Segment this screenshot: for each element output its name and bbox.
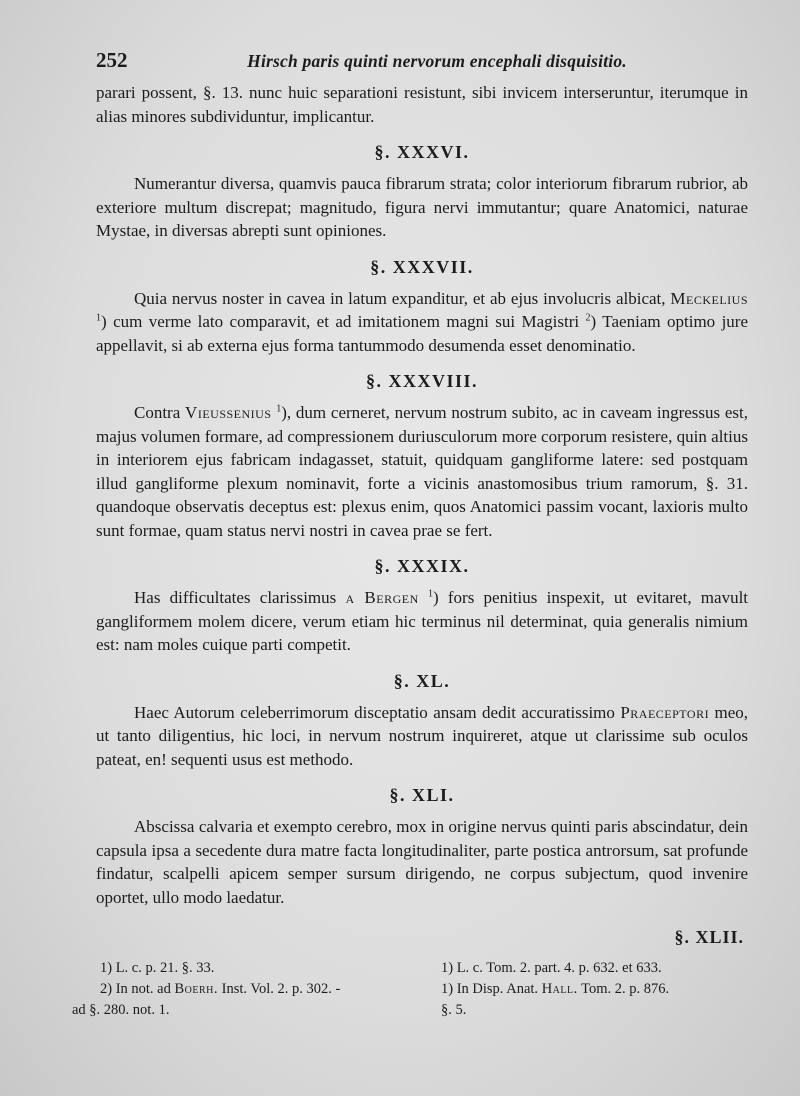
author-name: Hall. bbox=[541, 981, 578, 997]
section-text-36: Numerantur diversa, quamvis pauca fibrarum strata; color interiorum fibrarum rubrior, ab exteriore multum discrepat; magnitudo, figura nervi immutantur; quare Anatomici, naturae Mystae, in diversas abrepti sunt opiniones. bbox=[96, 174, 748, 240]
author-name: Vieussenius bbox=[185, 403, 272, 422]
section-text-37: Quia nervus noster in cavea in latum expanditur, et ab ejus involucris albicat, Meckelius $^1$) cum verme lato comparavit, et ad imitationem magni sui Magistri $^2$) Taeniam optimo jure appellavit, si ab externa ejus forma tantummodo desumenda esset denominatio. bbox=[96, 288, 749, 355]
continuation-paragraph: parari possent, §. 13. nunc huic separationi resistunt, sibi invicem interseruntur, iterumque in alias minores subdividuntur, implicantur. bbox=[96, 83, 748, 126]
footnote-marker: 1 bbox=[276, 403, 282, 415]
author-name: Meckelius bbox=[670, 288, 748, 308]
footnote-marker: 1 bbox=[96, 312, 101, 324]
section-heading-38: §. XXXVIII. bbox=[365, 371, 478, 391]
footnote: 1) L. c. Tom. 2. part. 4. p. 632. et 633. bbox=[441, 960, 662, 976]
running-title: Hirsch paris quinti nervorum encephali disquisitio. bbox=[247, 51, 627, 71]
author-name: a Bergen bbox=[345, 588, 419, 607]
footnote-continuation: §. 5. bbox=[441, 1002, 467, 1018]
author-name: Praeceptori bbox=[620, 702, 710, 722]
footnotes-left-column bbox=[72, 958, 407, 1021]
author-name: Boerh. bbox=[174, 981, 219, 997]
section-text-41: Abscissa calvaria et exempto cerebro, mox in origine nervus quinti paris abscindatur, dein capsula ipsa a secedente dura matre facta longitudinaliter, parte postica antrorsum, sat profunde findatur, scalpelli apicem semper sursum dirigendo, ne corpus subjectum, quod invenire oportet, ullo modo laedatur. bbox=[96, 817, 748, 907]
footnote-marker: 2 bbox=[585, 312, 591, 324]
section-text-40: Haec Autorum celeberrimorum disceptatio ansam dedit accuratissimo Praeceptori meo, ut tanto diligentius, hic loci, in nervum nostrum inquireret, atque ut clarissime sub oculos pateat, en! sequenti usus est methodo. bbox=[96, 702, 749, 769]
catchword: §. XLII. bbox=[674, 927, 744, 947]
section-heading-40: §. XL. bbox=[393, 670, 451, 691]
section-heading-36: §. XXXVI. bbox=[374, 142, 470, 162]
footnotes-right-column bbox=[441, 958, 748, 1021]
section-heading-39: §. XXXIX. bbox=[374, 556, 470, 576]
footnotes bbox=[72, 958, 748, 1021]
footnote: 2) In not. ad Boerh. Inst. Vol. 2. p. 302. - bbox=[100, 981, 341, 997]
page-number: 252 bbox=[96, 48, 128, 72]
section-heading-41: §. XLI. bbox=[389, 785, 455, 805]
footnote-continuation: ad §. 280. not. 1. bbox=[72, 1002, 170, 1018]
footnote: 1) In Disp. Anat. Hall. Tom. 2. p. 876. bbox=[441, 981, 670, 997]
footnote-marker: 1 bbox=[427, 588, 433, 600]
section-text-39: Has difficultates clarissimus a Bergen $^1$) fors penitius inspexit, ut evitaret, mavult gangliformem molem dicere, verum etiam hic terminus nil determinat, quia generalis nimium est: nam moles cuique parti competit. bbox=[96, 588, 749, 654]
section-text-38: Contra Vieussenius $^1$), dum cerneret, nervum nostrum subito, ac in caveam ingressus est, majus volumen formare, ad compressionem duriusculorum more corporum resistere, quin altius in interiorem ejus fabricam indagasset, statuit, quidquam gangliforme latere: sed postquam illud gangliforme plexum nominavit, forte a vicinis anastomosibus trium ramorum, §. 31. quandoque observatis deceptus est: plexus enim, quos Anatomici passim vocant, laxioris multo sunt formae, quam status nervi nostri in cavea prae se fert. bbox=[96, 403, 749, 540]
section-heading-37: §. XXXVII. bbox=[370, 256, 474, 277]
running-head bbox=[96, 48, 748, 73]
footnote: 1) L. c. p. 21. §. 33. bbox=[100, 960, 215, 976]
